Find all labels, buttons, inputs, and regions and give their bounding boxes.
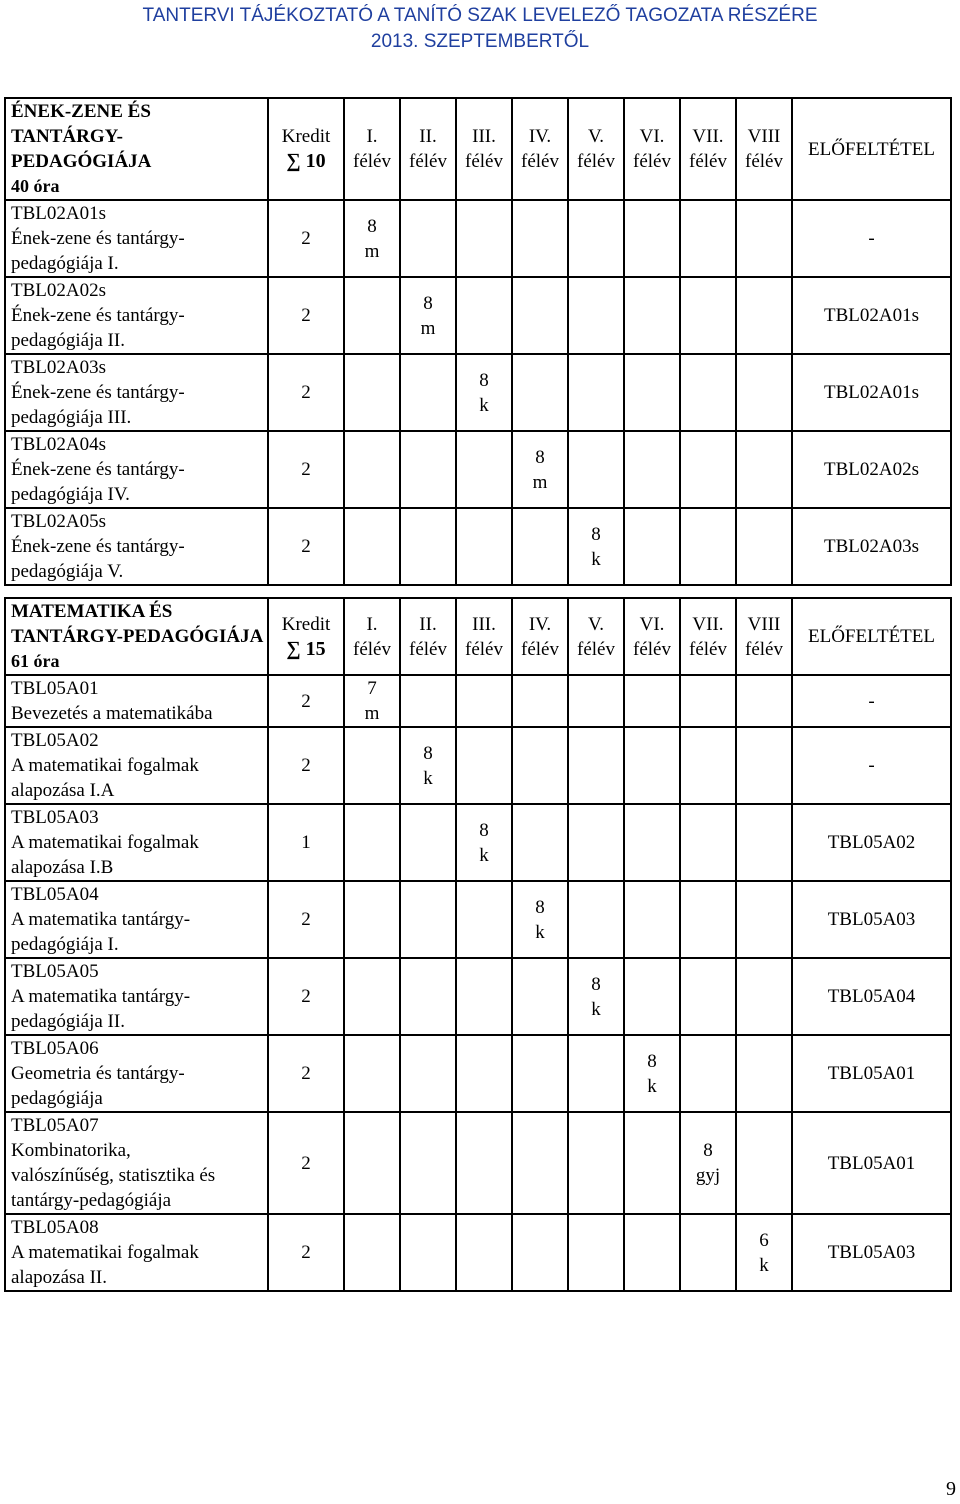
subject-group-heading	[5, 598, 268, 675]
credit-cell: 2	[268, 1035, 344, 1112]
prerequisite-cell: TBL05A01	[792, 1112, 951, 1214]
semester-header-7: VII. félév	[680, 98, 736, 200]
sum-credits: 15	[305, 637, 326, 660]
credit-cell: 2	[268, 1214, 344, 1291]
semester-cell: 8 k	[568, 508, 624, 585]
semester-cell: 8 m	[512, 431, 568, 508]
semester-header-2: II. félév	[400, 598, 456, 675]
prerequisite-header: ELŐFELTÉTEL	[792, 598, 951, 675]
sum-symbol: ∑	[286, 637, 301, 660]
sum-credits: 10	[305, 150, 326, 172]
subject-cell: TBL02A05s Ének-zene és tantárgy- pedagógiája V.	[5, 508, 268, 585]
header-line-2: 2013. SZEPTEMBERTŐL	[370, 31, 590, 52]
credit-cell: 2	[268, 277, 344, 354]
table-header-row	[5, 598, 951, 675]
semester-cell: 8 m	[400, 277, 456, 354]
semester-header-1: I. félév	[344, 598, 400, 675]
table-row	[5, 727, 951, 804]
prerequisite-cell: TBL02A01s	[792, 277, 951, 354]
group-hours: 40 óra	[11, 176, 60, 196]
semester-cell: 8 k	[456, 354, 512, 431]
table-row	[5, 508, 951, 585]
credit-cell: 2	[268, 881, 344, 958]
page-number: 9	[946, 1478, 956, 1500]
semester-header-7: VII. félév	[680, 598, 736, 675]
prerequisite-cell: TBL02A01s	[792, 354, 951, 431]
prerequisite-cell: TBL05A03	[792, 1214, 951, 1291]
curriculum-table-math	[4, 597, 952, 1292]
semester-cell: 8 m	[344, 200, 400, 277]
curriculum-table-music	[4, 97, 952, 586]
semester-header-2: II. félév	[400, 98, 456, 200]
semester-header-6: VI. félév	[624, 598, 680, 675]
table-row	[5, 277, 951, 354]
group-hours: 61 óra	[11, 651, 60, 671]
header-line-1: TANTERVI TÁJÉKOZTATÓ A TANÍTÓ SZAK LEVELEZŐ TAGOZATA RÉSZÉRE	[142, 5, 818, 26]
credit-cell: 1	[268, 804, 344, 881]
prerequisite-cell: TBL02A02s	[792, 431, 951, 508]
table-row	[5, 431, 951, 508]
subject-cell: TBL05A06 Geometria és tantárgy- pedagógiája	[5, 1035, 268, 1112]
credit-cell: 2	[268, 508, 344, 585]
semester-header-3: III. félév	[456, 98, 512, 200]
group-title-line-1: ÉNEK-ZENE ÉS TANTÁRGY-	[11, 101, 151, 147]
prerequisite-cell: TBL05A03	[792, 881, 951, 958]
credit-cell: 2	[268, 727, 344, 804]
table-row	[5, 804, 951, 881]
semester-header-4: IV. félév	[512, 98, 568, 200]
semester-header-3: III. félév	[456, 598, 512, 675]
table-row	[5, 958, 951, 1035]
semester-cell: 8 k	[512, 881, 568, 958]
group-title-line-2: TANTÁRGY-PEDAGÓGIÁJA	[11, 626, 264, 647]
prerequisite-cell: -	[792, 675, 951, 727]
subject-cell: TBL02A01s Ének-zene és tantárgy- pedagógiája I.	[5, 200, 268, 277]
prerequisite-cell: -	[792, 727, 951, 804]
semester-header-8: VIII félév	[736, 598, 792, 675]
semester-header-4: IV. félév	[512, 598, 568, 675]
subject-cell: TBL02A02s Ének-zene és tantárgy- pedagógiája II.	[5, 277, 268, 354]
subject-cell: TBL02A03s Ének-zene és tantárgy- pedagógiája III.	[5, 354, 268, 431]
semester-header-6: VI. félév	[624, 98, 680, 200]
prerequisite-cell: TBL05A04	[792, 958, 951, 1035]
table-row	[5, 675, 951, 727]
table-row	[5, 200, 951, 277]
subject-cell: TBL05A07 Kombinatorika, valószínűség, statisztika és tantárgy-pedagógiája	[5, 1112, 268, 1214]
subject-cell: TBL05A02 A matematikai fogalmak alapozása I.A	[5, 727, 268, 804]
subject-cell: TBL05A08 A matematikai fogalmak alapozása II.	[5, 1214, 268, 1291]
table-row	[5, 881, 951, 958]
semester-header-1: I. félév	[344, 98, 400, 200]
group-title-line-2: PEDAGÓGIÁJA	[11, 151, 152, 172]
kredit-label: Kredit	[281, 613, 331, 635]
credit-cell: 2	[268, 675, 344, 727]
prerequisite-cell: TBL02A03s	[792, 508, 951, 585]
document-header	[0, 0, 960, 55]
kredit-label: Kredit	[281, 126, 331, 147]
semester-header-5: V. félév	[568, 98, 624, 200]
credit-cell: 2	[268, 431, 344, 508]
subject-cell: TBL05A03 A matematikai fogalmak alapozása I.B	[5, 804, 268, 881]
credit-cell: 2	[268, 354, 344, 431]
credit-cell: 2	[268, 958, 344, 1035]
prerequisite-cell: TBL05A02	[792, 804, 951, 881]
table-header-row	[5, 98, 951, 200]
semester-cell: 8 k	[400, 727, 456, 804]
subject-cell: TBL02A04s Ének-zene és tantárgy- pedagógiája IV.	[5, 431, 268, 508]
semester-cell: 6 k	[736, 1214, 792, 1291]
subject-cell: TBL05A04 A matematika tantárgy- pedagógiája I.	[5, 881, 268, 958]
credit-cell: 2	[268, 1112, 344, 1214]
semester-cell: 8 k	[568, 958, 624, 1035]
table-row	[5, 1214, 951, 1291]
semester-cell: 8 k	[624, 1035, 680, 1112]
subject-cell: TBL05A01 Bevezetés a matematikába	[5, 675, 268, 727]
table-row	[5, 1112, 951, 1214]
group-title-line-1: MATEMATIKA ÉS	[11, 601, 173, 622]
kredit-header	[268, 98, 344, 200]
semester-header-5: V. félév	[568, 598, 624, 675]
credit-cell: 2	[268, 200, 344, 277]
sum-symbol: ∑	[286, 150, 301, 172]
semester-header-8: VIII félév	[736, 98, 792, 200]
kredit-header	[268, 598, 344, 675]
prerequisite-cell: -	[792, 200, 951, 277]
subject-cell: TBL05A05 A matematika tantárgy- pedagógiája II.	[5, 958, 268, 1035]
prerequisite-header: ELŐFELTÉTEL	[792, 98, 951, 200]
prerequisite-cell: TBL05A01	[792, 1035, 951, 1112]
semester-cell: 7 m	[344, 675, 400, 727]
table-row	[5, 1035, 951, 1112]
subject-group-heading	[5, 98, 268, 200]
semester-cell: 8 gyj	[680, 1112, 736, 1214]
table-row	[5, 354, 951, 431]
semester-cell: 8 k	[456, 804, 512, 881]
